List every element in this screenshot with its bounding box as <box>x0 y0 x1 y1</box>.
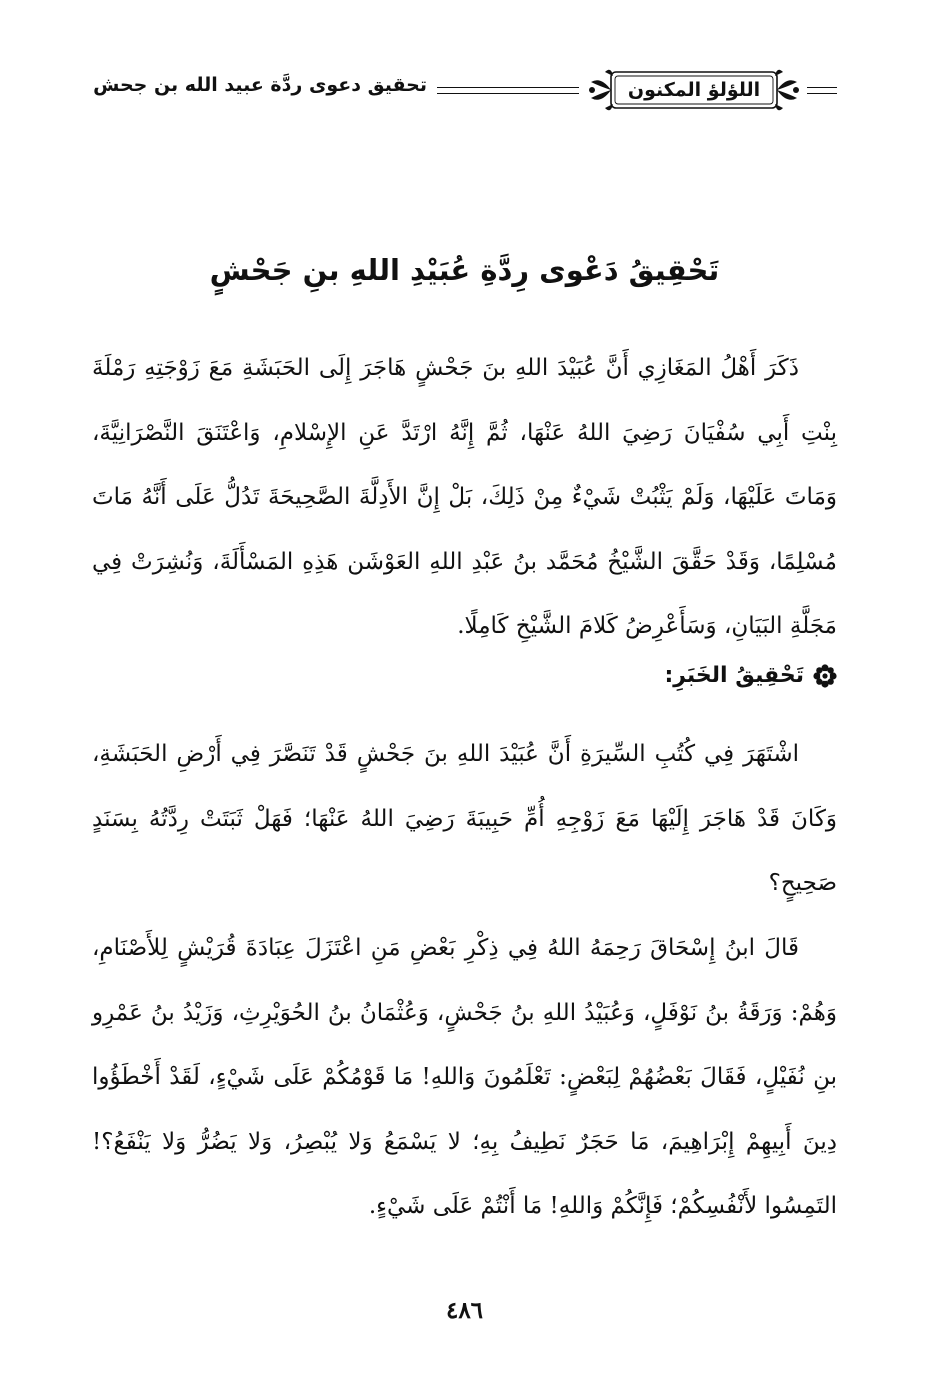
running-header <box>92 58 837 124</box>
header-subject: تحقيق دعوى ردَّة عبيد الله بن جحش <box>93 74 427 96</box>
quote-paragraph: قَالَ ابنُ إِسْحَاقَ رَحِمَهُ اللهُ فِي ذِكْرِ بَعْضِ مَنِ اعْتَزَلَ عِبَادَةَ قُرَيْشٍ لِلأَصْنَامِ، وَهُمْ: وَرَقَةُ بنُ نَوْفَلٍ، وَعُبَيْدُ اللهِ بنُ جَحْشٍ، وَعُثْمَانُ بنُ الحُوَيْرِثِ، وَزَيْدُ بنُ عَمْرِو بنِ نُفَيْلٍ، فَقَالَ بَعْضُهُمْ لِبَعْضٍ: تَعْلَمُونَ وَاللهِ! مَا قَوْمُكُمْ عَلَى شَيْءٍ، لَقَدْ أَخْطَؤُوا دِينَ أَبِيهِمْ إِبْرَاهِيمَ، مَا حَجَرٌ نَطِيفُ بِهِ؛ لا يَسْمَعُ وَلا يُبْصِرُ، وَلا يَضُرُّ وَلا يَنْفَعُ؟! التَمِسُوا لأَنْفُسِكُمْ؛ فَإِنَّكُمْ وَاللهِ! مَا أَنْتُمْ عَلَى شَيْءٍ. <box>92 935 837 1219</box>
page-number: ٤٨٦ <box>445 1297 484 1324</box>
intro-paragraph: ذَكَرَ أَهْلُ المَغَازِي أَنَّ عُبَيْدَ اللهِ بنَ جَحْشٍ هَاجَرَ إِلَى الحَبَشَةِ مَعَ زَوْجَتِهِ رَمْلَةَ بِنْتِ أَبِي سُفْيَانَ رَضِيَ اللهُ عَنْهَا، ثُمَّ إِنَّهُ ارْتَدَّ عَنِ الإِسْلامِ، وَاعْتَنَقَ النَّصْرَانِيَّةَ، وَمَاتَ عَلَيْهَا، وَلَمْ يَثْبُتْ شَيْءٌ مِنْ ذَلِكَ، بَلْ إِنَّ الأَدِلَّةَ الصَّحِيحَةَ تَدُلُّ عَلَى أَنَّهُ مَاتَ مُسْلِمًا، وَقَدْ حَقَّقَ الشَّيْخُ مُحَمَّد بنُ عَبْدِ اللهِ العَوْشَن هَذِهِ المَسْأَلَةَ، وَنُشِرَتْ فِي مَجَلَّةِ البَيَانِ، وَسَأَعْرِضُ كَلامَ الشَّيْخِ كَامِلًا. <box>92 355 837 639</box>
book-title: اللؤلؤ المكنون <box>627 79 761 101</box>
question-paragraph: اشْتَهَرَ فِي كُتُبِ السِّيرَةِ أَنَّ عُبَيْدَ اللهِ بنَ جَحْشٍ قَدْ تَنَصَّرَ فِي أَرْضِ الحَبَشَةِ، وَكَانَ قَدْ هَاجَرَ إِلَيْهَا مَعَ زَوْجِهِ أُمِّ حَبِيبَةَ رَضِيَ اللهُ عَنْهَا؛ فَهَلْ ثَبَتَتْ رِدَّتُهُ بِسَنَدٍ صَحِيحٍ؟ <box>92 741 837 896</box>
header-rule <box>807 87 837 94</box>
flower-ornament-icon <box>813 664 837 688</box>
section-heading <box>664 663 837 688</box>
header-rule <box>437 87 579 94</box>
chapter-title: تَحْقِيقُ دَعْوى رِدَّةِ عُبَيْدِ اللهِ بنِ جَحْشٍ <box>209 253 720 287</box>
section-heading-text: تَحْقِيقُ الخَبَرِ: <box>664 663 804 688</box>
header-cartouche <box>587 68 801 112</box>
